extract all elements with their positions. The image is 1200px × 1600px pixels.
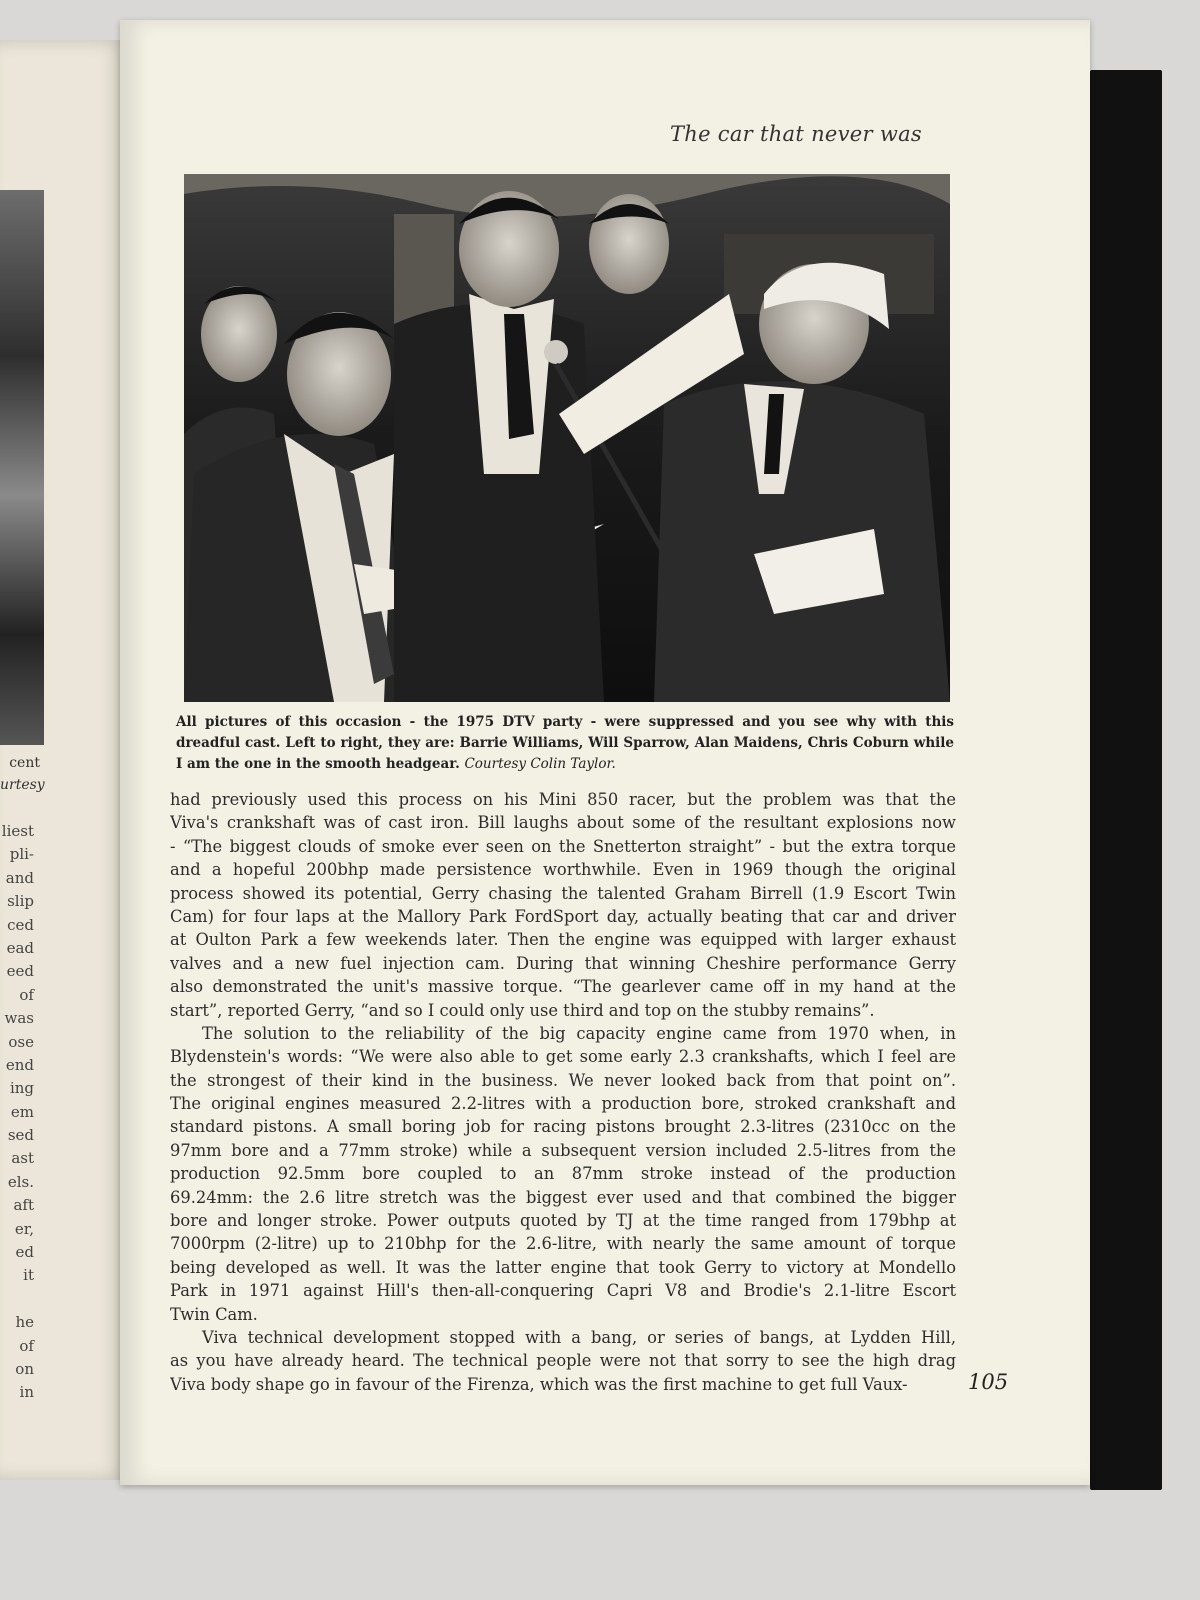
body-line: Park in 1971 against Hill's then-all-conquering Capri V8 and Brodie's 2.1-litre Escort [170, 1281, 956, 1301]
left-page-fragment: slip [7, 892, 34, 911]
body-line: production 92.5mm bore coupled to an 87mm stroke instead of the production [170, 1164, 956, 1184]
left-page [0, 40, 128, 1480]
left-page-fragment: it [23, 1266, 34, 1285]
body-line: The solution to the reliability of the big capacity engine came from 1970 when, in [202, 1023, 956, 1043]
left-caption-line: urtesy [0, 777, 45, 793]
left-caption-line: cent [9, 755, 40, 771]
body-line: Viva body shape go in favour of the Firenza, which was the first machine to get full Vaux- [170, 1374, 908, 1394]
left-page-fragment: aft [13, 1196, 34, 1215]
left-page-fragment: was [4, 1009, 34, 1028]
body-line: at Oulton Park a few weekends later. Then the engine was equipped with larger exhaust [170, 930, 956, 950]
left-page-fragment: in [19, 1383, 34, 1402]
left-page-fragment: els. [7, 1172, 34, 1191]
body-line: 97mm bore and a 77mm stroke) while a subsequent version included 2.5-litres from the [170, 1140, 956, 1160]
body-line: the strongest of their kind in the business. We never looked back from that point on”. [170, 1070, 956, 1090]
left-page-fragment: of [19, 985, 34, 1004]
body-line: Viva technical development stopped with a bang, or series of bangs, at Lydden Hill, [202, 1327, 956, 1347]
body-line: bore and longer stroke. Power outputs quoted by TJ at the time ranged from 179bhp at [170, 1211, 956, 1231]
body-line: 7000rpm (2-litre) up to 210bhp for the 2.6-litre, with nearly the same amount of torque [170, 1234, 956, 1254]
left-page-fragment: ast [11, 1149, 34, 1168]
body-line: Cam) for four laps at the Mallory Park FordSport day, actually beating that car and driver [170, 906, 956, 926]
caption-credit: Courtesy Colin Taylor. [464, 756, 616, 772]
body-line: The original engines measured 2.2-litres with a production bore, stroked crankshaft and [170, 1094, 956, 1114]
body-line: process showed its potential, Gerry chasing the talented Graham Birrell (1.9 Escort Twin [170, 883, 956, 903]
photo-caption [176, 712, 954, 775]
left-page-fragment: er, [14, 1219, 34, 1238]
left-page-fragment: on [15, 1359, 34, 1378]
left-page-fragment: em [10, 1102, 34, 1121]
left-page-fragment: of [19, 1336, 34, 1355]
left-page-fragment: ing [9, 1079, 34, 1098]
body-line: Twin Cam. [170, 1304, 258, 1324]
body-line: start”, reported Gerry, “and so I could only use third and top on the stubby remains”. [170, 1000, 875, 1020]
body-text [170, 788, 956, 1396]
body-line: as you have already heard. The technical people were not that sorry to see the high drag [170, 1351, 956, 1371]
left-page-fragment: he [15, 1313, 34, 1332]
left-page-text [0, 820, 34, 1405]
body-line: Viva's crankshaft was of cast iron. Bill laughs about some of the resultant explosions now [170, 813, 956, 833]
left-page-fragment: sed [7, 1126, 34, 1145]
left-page-fragment: and [5, 868, 34, 887]
left-page-photo-edge [0, 190, 44, 745]
body-line: - “The biggest clouds of smoke ever seen on the Snetterton straight” - but the extra torque [170, 836, 956, 856]
party-photograph [184, 174, 950, 702]
left-page-fragment: eed [6, 962, 34, 981]
left-page-fragment: ed [15, 1243, 34, 1262]
book-spine [1090, 70, 1162, 1490]
body-line: standard pistons. A small boring job for racing pistons brought 2.3-litres (2310cc on the [170, 1117, 956, 1137]
page-number: 105 [968, 1370, 1009, 1394]
left-page-fragment: liest [1, 822, 34, 840]
left-page-fragment: end [5, 1055, 34, 1074]
left-page-caption [0, 752, 45, 796]
body-line: being developed as well. It was the latter engine that took Gerry to victory at Mondello [170, 1257, 956, 1277]
left-page-fragment: pli- [9, 845, 34, 864]
left-page-fragment: ced [7, 915, 34, 934]
caption-text: All pictures of this occasion - the 1975 DTV party - were suppressed and you see why with this dreadful cast. Left to right, they are: Barrie Williams, Will Sparrow, Alan Maidens, Chris Coburn while I am the one in the smooth headgear. [176, 714, 954, 772]
body-line: had previously used this process on his Mini 850 racer, but the problem was that the [170, 790, 956, 809]
running-head: The car that never was [669, 122, 922, 146]
body-line: and a hopeful 200bhp made persistence worthwhile. Even in 1969 though the original [170, 860, 956, 880]
body-line: also demonstrated the unit's massive torque. “The gearlever came off in my hand at the [170, 977, 956, 997]
body-line: Blydenstein's words: “We were also able to get some early 2.3 crankshafts, which I feel are [170, 1047, 956, 1067]
body-line: valves and a new fuel injection cam. During that winning Cheshire performance Gerry [170, 953, 956, 973]
body-line: 69.24mm: the 2.6 litre stretch was the biggest ever used and that combined the bigger [170, 1187, 956, 1207]
left-page-fragment: ose [8, 1032, 34, 1051]
book-page [120, 20, 1090, 1485]
left-page-fragment: ead [6, 938, 34, 957]
photo-illustration [184, 174, 950, 702]
left-page-fragment [0, 1288, 34, 1311]
